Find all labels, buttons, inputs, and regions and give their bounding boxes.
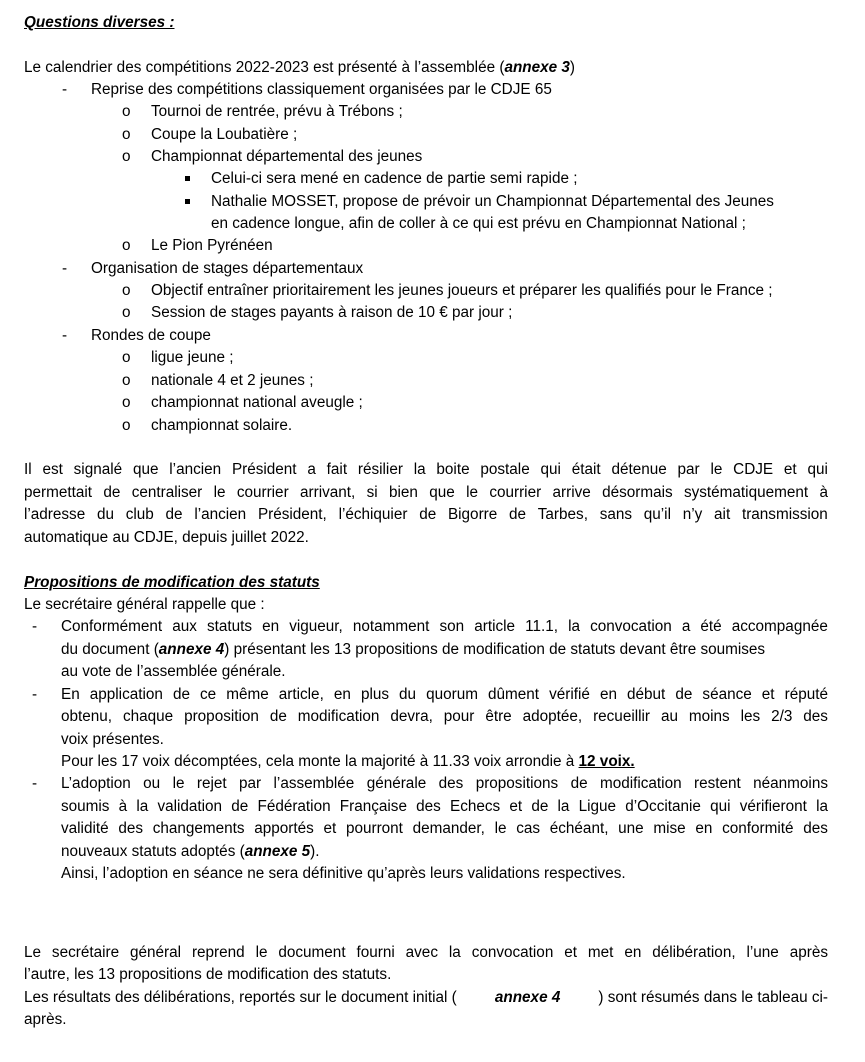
dash-marker: -: [62, 260, 68, 277]
para-boite-postale-l1: Il est signalé que l’ancien Président a fait résilier la boite postale qui était détenue par le CDJE et qui: [24, 461, 828, 478]
circle-marker: o: [122, 304, 131, 321]
dash-marker: -: [32, 618, 38, 635]
list-item-stages: Organisation de stages départementaux: [91, 260, 364, 277]
list-item-rondes: Rondes de coupe: [91, 327, 211, 344]
item3-l1: L’adoption ou le rejet par l’assemblée générale des propositions de modification restent néanmoins: [61, 775, 828, 792]
circle-marker: o: [122, 349, 131, 366]
item3-l4: nouveaux statuts adoptés (annexe 5).: [61, 843, 320, 860]
closing-l3: Les résultats des délibérations, reportés sur le document initial ( annexe 4 ) sont résumés dans le tableau ci-: [24, 987, 828, 1009]
heading-questions-diverses: Questions diverses :: [24, 14, 175, 31]
circle-marker: o: [122, 237, 131, 254]
item2-l1: En application de ce même article, en plus du quorum dûment vérifié en début de séance et réputé: [61, 686, 828, 703]
item1-l1: Conformément aux statuts en vigueur, notamment son article 11.1, la convocation a été accompagnée: [61, 618, 828, 635]
dash-marker: -: [32, 686, 38, 703]
intro-secretaire: Le secrétaire général rappelle que :: [24, 596, 265, 613]
item2-l2: obtenu, chaque proposition de modification devra, pour être adoptée, recueillir au moins les 2/3 des: [61, 708, 828, 725]
annexe-3-ref: annexe 3: [504, 59, 570, 76]
para-boite-postale-l4: automatique au CDJE, depuis juillet 2022.: [24, 529, 309, 546]
circle-marker: o: [122, 282, 131, 299]
circle-marker: o: [122, 372, 131, 389]
sub-item-tournoi: Tournoi de rentrée, prévu à Trébons ;: [151, 103, 403, 120]
sub-item-nationale: nationale 4 et 2 jeunes ;: [151, 372, 314, 389]
square-bullet-icon: [185, 176, 190, 181]
square-bullet-icon: [185, 199, 190, 204]
closing-l2: l’autre, les 13 propositions de modification des statuts.: [24, 966, 392, 983]
heading-propositions: Propositions de modification des statuts: [24, 574, 320, 591]
para-boite-postale-l3: l’adresse du club de l’ancien Président, l’échiquier de Bigorre de Tarbes, sans qu’il n’y ait transmission: [24, 506, 828, 523]
para-boite-postale-l2: permettait de centraliser le courrier arrivant, si bien que le courrier arrive désormais systématiquement à: [24, 484, 828, 501]
intro-calendrier: Le calendrier des compétitions 2022-2023 est présenté à l’assemblée (annexe 3): [24, 59, 576, 76]
circle-marker: o: [122, 148, 131, 165]
sub-item-ligue-jeune: ligue jeune ;: [151, 349, 234, 366]
closing-l1: Le secrétaire général reprend le document fourni avec la convocation et met en délibération, l’une après: [24, 944, 828, 961]
dash-marker: -: [62, 81, 68, 98]
annexe-5-ref: annexe 5: [244, 843, 311, 860]
sub-item-session: Session de stages payants à raison de 10 € par jour ;: [151, 304, 513, 321]
dash-marker: -: [62, 327, 68, 344]
dash-marker: -: [32, 775, 38, 792]
item2-l4: Pour les 17 voix décomptées, cela monte la majorité à 11.33 voix arrondie à 12 voix.: [61, 753, 635, 770]
sub-item-pion: Le Pion Pyrénéen: [151, 237, 273, 254]
item2-l3: voix présentes.: [61, 731, 164, 748]
circle-marker: o: [122, 103, 131, 120]
annexe-4-ref: annexe 4: [494, 989, 561, 1006]
sub-item-objectif: Objectif entraîner prioritairement les jeunes joueurs et préparer les qualifiés pour le France ;: [151, 282, 773, 299]
item1-l2: du document (annexe 4) présentant les 13 propositions de modification de statuts devant être soumises: [61, 641, 766, 658]
majorite-12-voix: 12 voix.: [578, 753, 635, 770]
item3-l2: soumis à la validation de Fédération Française des Echecs et de la Ligue d’Occitanie qui vérifieront la: [61, 798, 828, 815]
circle-marker: o: [122, 417, 131, 434]
item1-l3: au vote de l’assemblée générale.: [61, 663, 286, 680]
sub-item-aveugle: championnat national aveugle ;: [151, 394, 363, 411]
circle-marker: o: [122, 394, 131, 411]
closing-l4: après.: [24, 1011, 67, 1028]
sub-item-championnat: Championnat départemental des jeunes: [151, 148, 423, 165]
item3-l5: Ainsi, l’adoption en séance ne sera définitive qu’après leurs validations respectives.: [61, 865, 626, 882]
bullet-mosset-l2: en cadence longue, afin de coller à ce qui est prévu en Championnat National ;: [211, 215, 746, 232]
item3-l3: validité des changements apportés et pourront demander, le cas échéant, une mise en conformité des: [61, 820, 828, 837]
annexe-4-ref: annexe 4: [158, 641, 225, 658]
bullet-mosset-l1: Nathalie MOSSET, propose de prévoir un Championnat Départemental des Jeunes: [211, 193, 774, 210]
list-item-reprise: Reprise des compétitions classiquement organisées par le CDJE 65: [91, 81, 552, 98]
sub-item-solaire: championnat solaire.: [151, 417, 293, 434]
sub-item-coupe: Coupe la Loubatière ;: [151, 126, 298, 143]
circle-marker: o: [122, 126, 131, 143]
bullet-semi-rapide: Celui-ci sera mené en cadence de partie semi rapide ;: [211, 170, 578, 187]
